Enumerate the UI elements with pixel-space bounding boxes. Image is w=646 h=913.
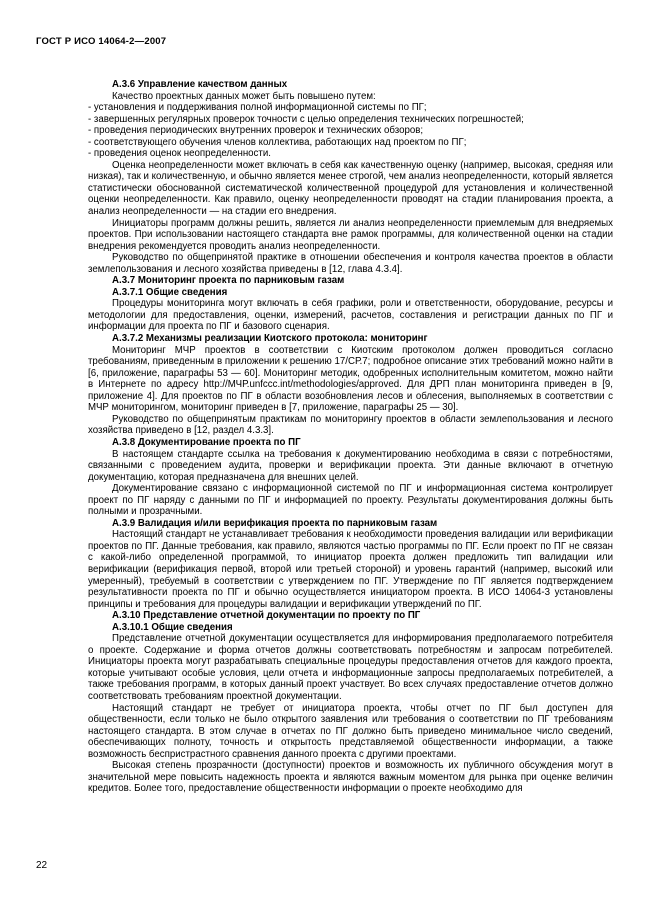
page-number: 22 — [36, 860, 48, 871]
paragraph: Документирование связано с информационной системой по ПГ и информационная система контролирует проект по ПГ наряду с данными по ПГ и информацией по проекту. Результаты документирования должны быть полными и прозрачными. — [88, 483, 613, 518]
section-heading: А.3.9 Валидация и/или верификация проекта по парниковым газам — [112, 517, 438, 529]
section-heading: А.3.7.1 Общие сведения — [112, 286, 228, 298]
paragraph: Процедуры мониторинга могут включать в себя графики, роли и ответственности, оборудование, ресурсы и методологии для предоставления, оценки, измерений, расчетов, составления и регистрации данных по ПГ и информации для проекта по ПГ и базового сценария. — [88, 298, 613, 333]
paragraph: Качество проектных данных может быть повышено путем: — [112, 90, 376, 102]
paragraph: Настоящий стандарт не устанавливает требования к необходимости проведения валидации или верификации проектов по ПГ. Данные требования, как правило, являются частью программы по ПГ. Если проект по ПГ не связан с какой-либо определенной программой, то инициатор проекта должен предложить тип валидации или верификации (верификация первой, второй или третьей стороной) и уровень гарантий (например, высокий или умеренный), требуемый в соответствии с утверждением по ПГ. Утверждение по ПГ является подтверждением результативности проекта по ПГ и обычно осуществляется инициатором проекта. В ИСО 14064-3 установлены принципы и требования для процедуры валидации и верификации утверждений по ПГ. — [88, 529, 613, 610]
document-code: ГОСТ Р ИСО 14064-2—2007 — [36, 36, 167, 47]
paragraph: Руководство по общепринятой практике в отношении обеспечения и контроля качества проектов в области землепользования и лесного хозяйства приведены в [12, глава 4.3.4]. — [88, 252, 613, 275]
paragraph: В настоящем стандарте ссылка на требования к документированию необходима в связи с потребностями, связанными с проведением аудита, проверки и верификации проекта. Эти данные включают в отчетную документацию, которая предназначена для внешних целей. — [88, 448, 613, 483]
list-item: - проведения оценок неопределенности. — [88, 148, 271, 160]
section-heading: А.3.7.2 Механизмы реализации Киотского протокола: мониторинг — [112, 333, 428, 345]
paragraph: Инициаторы программ должны решить, является ли анализ неопределенности приемлемым для внедряемых проектов. При использовании настоящего стандарта вне рамок программы, для количественной оценки на стадии внедрения рекомендуется проводить анализ неопределенности. — [88, 217, 613, 252]
list-item: - проведения периодических внутренних проверок и технических обзоров; — [88, 125, 424, 137]
document-body — [88, 79, 613, 795]
paragraph: Представление отчетной документации осуществляется для информирования предполагаемого потребителя о проекте. Содержание и форма отчетов должны соответствовать потребностям и запросам потребителей. Инициаторы проекта могут разрабатывать специальные процедуры предоставления отчетов для каждого проекта, которые учитывают особые условия, цели отчета и информационные запросы предполагаемых потребителей, а также требования программ, в которых данный проект участвует. Во всех случаях предоставление отчетов должно соответствовать требованиям проектной документации. — [88, 633, 613, 702]
section-heading: А.3.10.1 Общие сведения — [112, 621, 233, 633]
paragraph: Высокая степень прозрачности (доступности) проектов и возможность их публичного обсуждения могут в значительной мере повысить надежность проекта и являются важным моментом для рынка при оценке величин кредитов. Более того, предоставление общественности информации о проекте необходимо для — [88, 760, 613, 795]
list-item: - соответствующего обучения членов коллектива, работающих над проектом по ПГ; — [88, 136, 467, 148]
paragraph: Руководство по общепринятым практикам по мониторингу проектов в области землепользования и лесного хозяйства приведено в [12, раздел 4.3.3]. — [88, 413, 613, 437]
section-heading: А.3.6 Управление качеством данных — [112, 79, 288, 90]
section-heading: А.3.8 Документирование проекта по ПГ — [112, 436, 301, 448]
section-heading: А.3.10 Представление отчетной документации по проекту по ПГ — [112, 610, 421, 622]
list-item: - установления и поддерживания полной информационной системы по ПГ; — [88, 102, 427, 114]
section-heading: А.3.7 Мониторинг проекта по парниковым газам — [112, 275, 345, 287]
paragraph: Настоящий стандарт не требует от инициатора проекта, чтобы отчет по ПГ был доступен для общественности, если только не было открытого заявления или требования о соответствии по ПГ требованиям настоящего стандарта. В этом случае в отчетах по ПГ должно быть приведено минимальное число сведений, обеспечивающих полноту, точность и открытость представляемой общественности информации, а также возможность беспристрастного сравнения данного проекта с другими проектами. — [88, 702, 613, 760]
paragraph: Оценка неопределенности может включать в себя как качественную оценку (например, высокая, средняя или низкая), так и количественную, и обычно является менее строгой, чем анализ неопределенности, который является статистически обоснованной систематической количественной процедурой для установления и количественной оценки неопределенности. Как правило, оценку неопределенности проводят на стадии планирования проекта, а анализ неопределенности — на стадии его внедрения. — [88, 159, 613, 218]
list-item: - завершенных регулярных проверок точности с целью определения технических погрешностей; — [88, 113, 524, 125]
paragraph: Мониторинг МЧР проектов в соответствии с Киотским протоколом должен проводиться согласно требованиям, приведенным в приложении к решению 17/СР.7; подробное описание этих требований можно найти в [6, приложение, параграфы 53 — 60]. Мониторинг методик, одобренных исполнительным комитетом, можно найти в Интернете по адресу http://МЧР.unfccc.int/methodologies/approved. Для ДРП план мониторинга приведен в [9, приложение 4]. Для проектов по ПГ в области возобновления лесов и облесения, выполняемых в соответствии с МЧР мониторингом, мониторинг приведен в [7, приложение, параграфы 25 — 30]. — [88, 344, 613, 414]
